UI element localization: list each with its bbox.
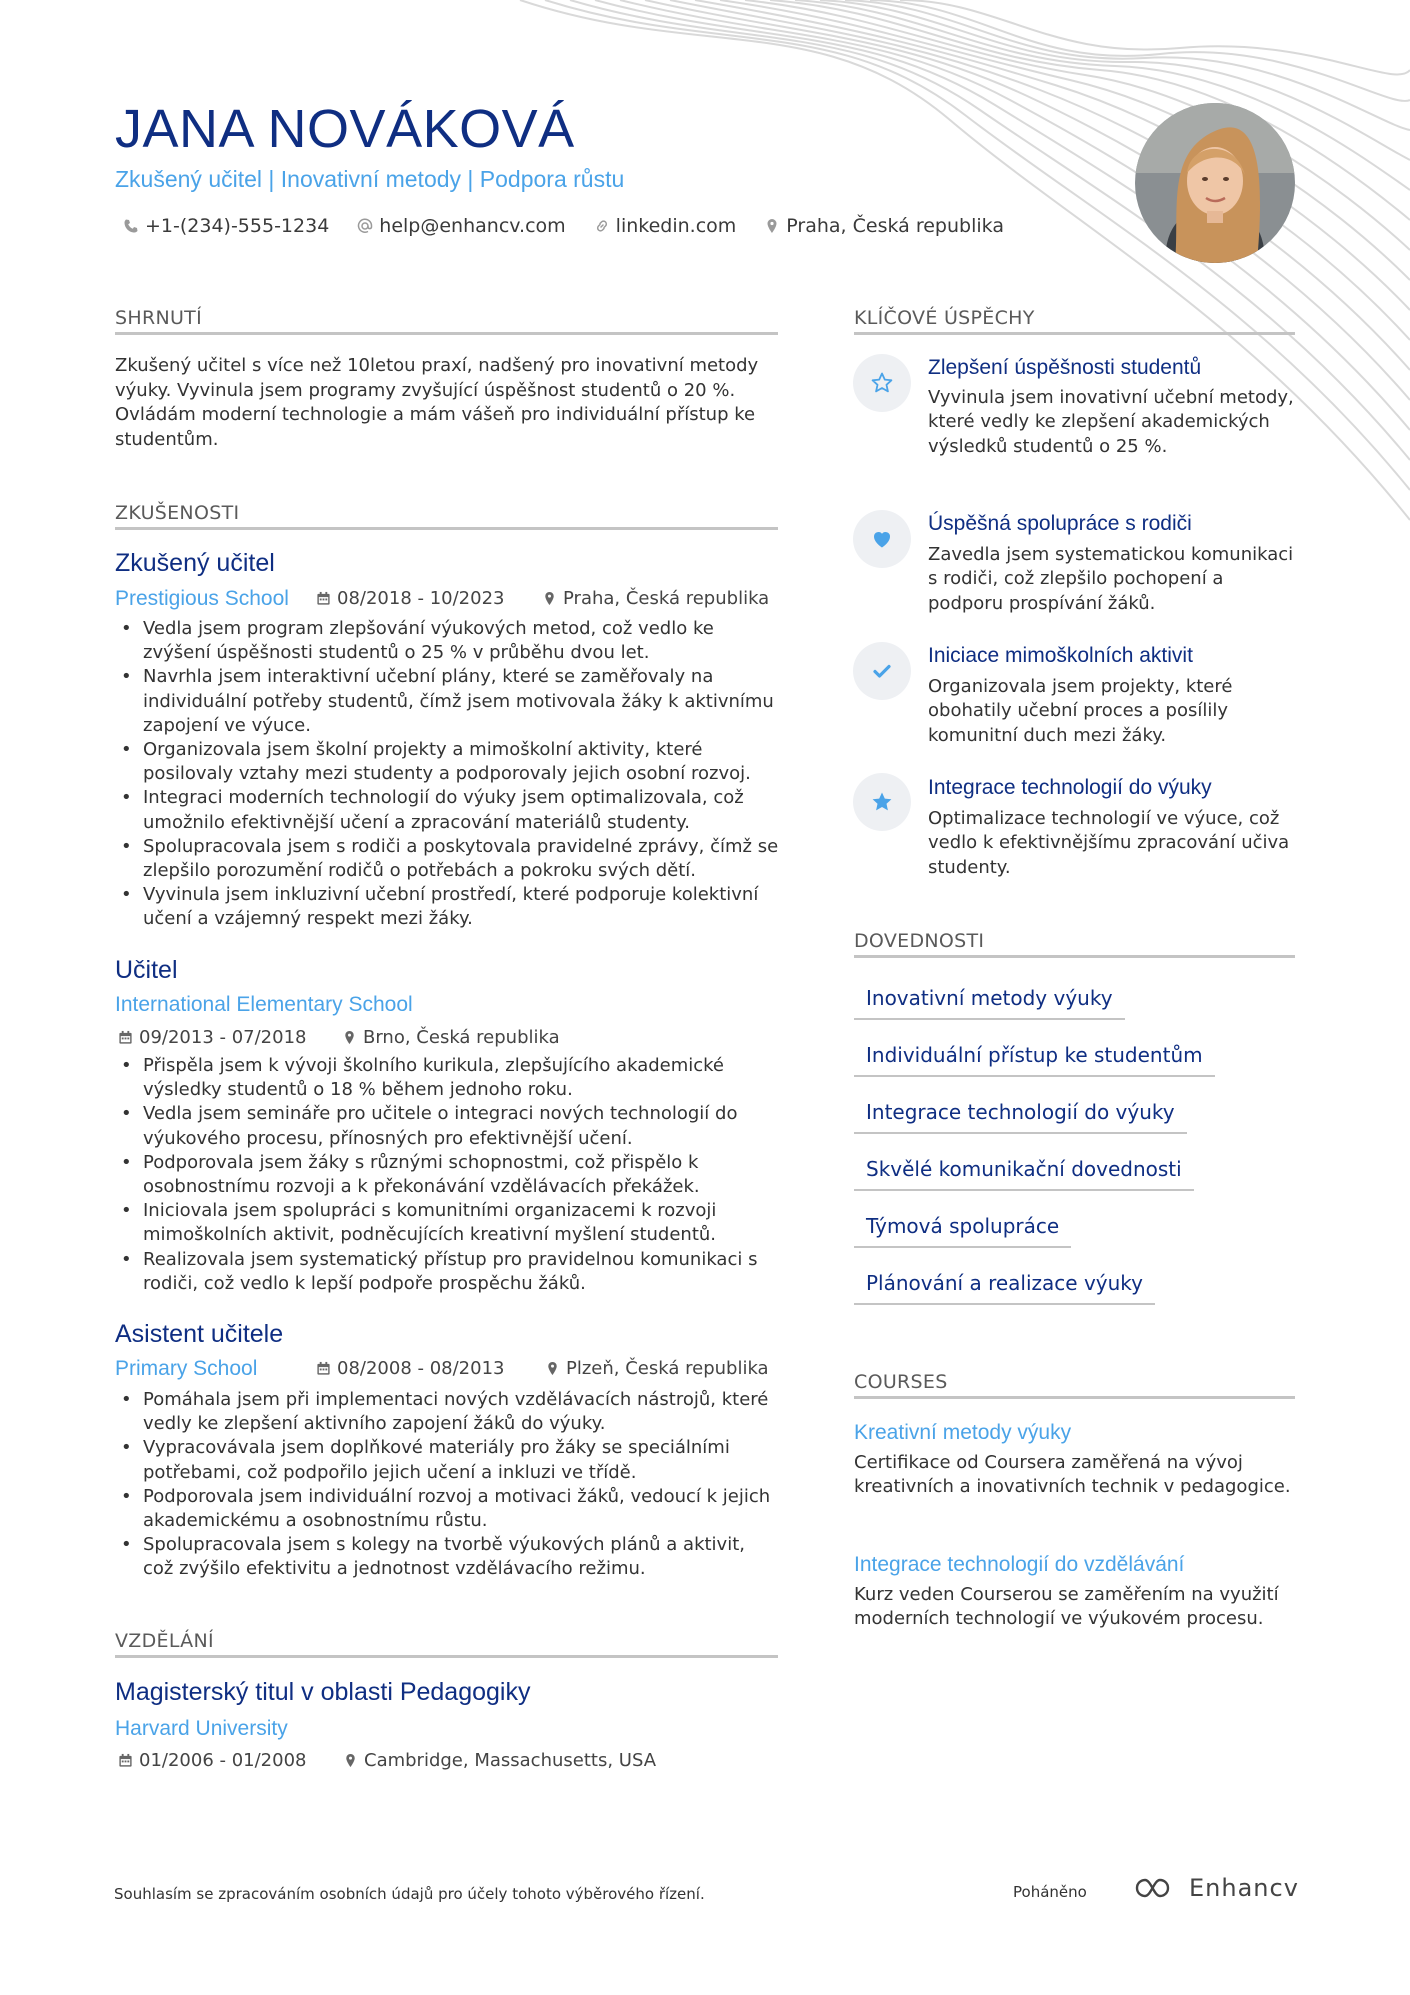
- job-bullet-list: [115, 1054, 780, 1296]
- education-location-text: Cambridge, Massachusetts, USA: [364, 1750, 657, 1771]
- job-bullet: • Vyvinula jsem inkluzivní učební prostředí, které podporuje kolektivní učení a vzájemný respekt mezi žáky.: [115, 883, 780, 931]
- skill-tag: Skvělé komunikační dovednosti: [854, 1157, 1194, 1191]
- job-dates-text: 08/2018 - 10/2023: [337, 588, 505, 609]
- phone-icon: [123, 218, 139, 234]
- star-filled-icon: [870, 790, 894, 814]
- experience-divider: [115, 527, 778, 530]
- summary-section-title: SHRNUTÍ: [115, 307, 202, 329]
- job-bullet-list: [115, 1388, 780, 1582]
- education-dates-text: 01/2006 - 01/2008: [139, 1750, 307, 1771]
- job-title: Zkušený učitel: [115, 549, 275, 577]
- job-bullet: • Realizovala jsem systematický přístup pro pravidelnou komunikaci s rodiči, což vedlo k lepší podpoře prospěchu žáků.: [115, 1248, 780, 1296]
- achievement-title: Úspěšná spolupráce s rodiči: [928, 512, 1192, 535]
- skill-tag: Individuální přístup ke studentům: [854, 1043, 1215, 1077]
- contact-phone[interactable]: [123, 215, 329, 237]
- job-bullet: • Podporovala jsem žáky s různými schopnostmi, což přispělo k osobnostnímu rozvoji a k překonávání vzdělávacích překážek.: [115, 1151, 780, 1199]
- course-title: Integrace technologií do vzdělávání: [854, 1553, 1185, 1576]
- job-bullet: • Organizovala jsem školní projekty a mimoškolní aktivity, které posilovaly vztahy mezi studenty a podporovaly jejich osobní rozvoj.: [115, 738, 780, 786]
- achievement-title: Zlepšení úspěšnosti studentů: [928, 356, 1202, 379]
- course-title: Kreativní metody výuky: [854, 1421, 1072, 1444]
- job-bullet: • Podporovala jsem individuální rozvoj a motivaci žáků, vedoucí k jejich akademickému a osobnostnímu růstu.: [115, 1485, 780, 1533]
- location-pin-icon: [542, 591, 557, 606]
- education-divider: [115, 1655, 778, 1658]
- achievement-desc: Zavedla jsem systematickou komunikaci s rodiči, což zlepšilo pochopení a podporu prospívání žáků.: [928, 544, 1294, 614]
- job-title: Asistent učitele: [115, 1320, 284, 1348]
- heart-icon: [870, 527, 894, 551]
- education-location: [343, 1750, 656, 1771]
- skills-divider: [854, 955, 1295, 958]
- achievements-divider: [854, 332, 1295, 335]
- job-bullet: • Pomáhala jsem při implementaci nových vzdělávacích nástrojů, které vedly ke zlepšení aktivního zapojení žáků do výuky.: [115, 1388, 780, 1436]
- checkmark-icon: [870, 659, 894, 683]
- job-location-text: Praha, Česká republika: [563, 588, 770, 609]
- experience-section-title: ZKUŠENOSTI: [115, 502, 240, 524]
- job-bullet: • Vedla jsem program zlepšování výukových metod, což vedlo ke zvýšení úspěšnosti studentů o 25 % v průběhu dvou let.: [115, 617, 780, 665]
- contact-phone-text: +1-(234)-555-1234: [145, 215, 330, 237]
- job-location: [545, 1358, 769, 1379]
- job-dates: [316, 588, 505, 609]
- job-dates-text: 08/2008 - 08/2013: [337, 1358, 505, 1379]
- achievement-title: Integrace technologií do výuky: [928, 776, 1212, 799]
- skill-tag: Integrace technologií do výuky: [854, 1100, 1187, 1134]
- contact-location-text: Praha, Česká republika: [786, 215, 1004, 237]
- job-location-text: Plzeň, Česká republika: [566, 1358, 769, 1379]
- education-degree: Magisterský titul v oblasti Pedagogiky: [115, 1678, 531, 1706]
- achievements-section-title: KLÍČOVÉ ÚSPĚCHY: [854, 307, 1035, 329]
- achievement-icon-wrap: [853, 510, 911, 568]
- courses-divider: [854, 1396, 1295, 1399]
- candidate-name: JANA NOVÁKOVÁ: [115, 99, 575, 159]
- contact-linkedin[interactable]: [594, 215, 737, 237]
- achievement-title: Iniciace mimoškolních aktivit: [928, 644, 1193, 667]
- calendar-icon: [316, 1361, 331, 1376]
- achievement-desc: Optimalizace technologií ve výuce, což vedlo k efektivnějšímu zpracování učiva studenty.: [928, 808, 1290, 878]
- job-bullet: • Vedla jsem semináře pro učitele o integraci nových technologií do výukového procesu, přínosných pro efektivnější učení.: [115, 1102, 780, 1150]
- link-icon: [594, 218, 610, 234]
- course-desc: Kurz veden Courserou se zaměřením na využití moderních technologií ve výukovém procesu.: [854, 1584, 1279, 1630]
- skill-tag: Inovativní metody výuky: [854, 986, 1125, 1020]
- job-bullet-list: [115, 617, 780, 932]
- profile-photo: [1135, 103, 1295, 263]
- job-location-text: Brno, Česká republika: [363, 1027, 560, 1048]
- summary-divider: [115, 332, 778, 335]
- skill-tag: Plánování a realizace výuky: [854, 1271, 1155, 1305]
- job-dates-text: 09/2013 - 07/2018: [139, 1027, 307, 1048]
- candidate-tagline: Zkušený učitel | Inovativní metody | Podpora růstu: [115, 166, 625, 192]
- job-location: [342, 1027, 560, 1048]
- contact-email[interactable]: [357, 215, 565, 237]
- job-bullet: • Integraci moderních technologií do výuky jsem optimalizovala, což umožnilo efektivnější učení a zpracování materiálů studenty.: [115, 786, 780, 834]
- education-section-title: VZDĚLÁNÍ: [115, 1630, 214, 1652]
- education-school: Harvard University: [115, 1717, 288, 1740]
- skills-section-title: DOVEDNOSTI: [854, 930, 985, 952]
- course-desc: Certifikace od Coursera zaměřená na vývoj kreativních a inovativních technik v pedagogice.: [854, 1452, 1291, 1498]
- location-pin-icon: [545, 1361, 560, 1376]
- job-dates: [118, 1027, 307, 1048]
- at-icon: [357, 218, 373, 234]
- location-pin-icon: [764, 218, 780, 234]
- job-location: [542, 588, 769, 609]
- calendar-icon: [118, 1030, 133, 1045]
- location-pin-icon: [342, 1030, 357, 1045]
- consent-note: Souhlasím se zpracováním osobních údajů pro účely tohoto výběrového řízení.: [114, 1885, 705, 1903]
- job-dates: [316, 1358, 505, 1379]
- contact-bar: [123, 215, 1004, 237]
- summary-text: Zkušený učitel s více než 10letou praxí, nadšený pro inovativní metody výuky. Vyvinula jsem programy zvyšující úspěšnost studentů o 20 %. Ovládám moderní technologie a mám vášeň pro individuální přístup ke studentům.: [115, 355, 759, 450]
- education-dates: [118, 1750, 307, 1771]
- job-bullet: • Iniciovala jsem spolupráci s komunitními organizacemi k rozvoji mimoškolních aktivit, podněcujících kreativní myšlení studentů.: [115, 1199, 780, 1247]
- job-bullet: • Spolupracovala jsem s rodiči a poskytovala pravidelné zprávy, čímž se zlepšilo porozumění rodičů o potřebách a pokroku svých dětí.: [115, 835, 780, 883]
- enhancv-brand[interactable]: [1133, 1874, 1299, 1902]
- job-company: Prestigious School: [115, 587, 289, 610]
- achievement-icon-wrap: [853, 773, 911, 831]
- brand-name: Enhancv: [1189, 1874, 1299, 1902]
- contact-location: [764, 215, 1004, 237]
- achievement-icon-wrap: [853, 642, 911, 700]
- job-bullet: • Spolupracovala jsem s kolegy na tvorbě výukových plánů a aktivit, což zvýšilo efektivitu a jednotnost vzdělávacího režimu.: [115, 1533, 780, 1581]
- courses-section-title: COURSES: [854, 1371, 948, 1393]
- skill-tag: Týmová spolupráce: [854, 1214, 1071, 1248]
- calendar-icon: [118, 1753, 133, 1768]
- contact-linkedin-text: linkedin.com: [615, 215, 737, 237]
- achievement-desc: Organizovala jsem projekty, které obohatily učební proces a posílily komunitní duch mezi žáky.: [928, 676, 1233, 746]
- location-pin-icon: [343, 1753, 358, 1768]
- job-company: Primary School: [115, 1357, 258, 1380]
- calendar-icon: [316, 591, 331, 606]
- achievement-icon-wrap: [853, 354, 911, 412]
- job-title: Učitel: [115, 956, 178, 984]
- contact-email-text: help@enhancv.com: [379, 215, 566, 237]
- job-bullet: • Přispěla jsem k vývoji školního kurikula, zlepšujícího akademické výsledky studentů o 18 % během jednoho roku.: [115, 1054, 780, 1102]
- enhancv-logo-icon: [1133, 1875, 1179, 1901]
- profile-portrait-illustration: [1135, 103, 1295, 263]
- job-bullet: • Vypracovávala jsem doplňkové materiály pro žáky se speciálními potřebami, což podpořilo jejich učení a inkluzi ve třídě.: [115, 1436, 780, 1484]
- star-outline-icon: [870, 371, 894, 395]
- powered-by-label: Poháněno: [1013, 1883, 1087, 1901]
- job-company: International Elementary School: [115, 993, 413, 1016]
- job-bullet: • Navrhla jsem interaktivní učební plány, které se zaměřovaly na individuální potřeby studentů, čímž jsem motivovala žáky k aktivnímu zapojení ve výuce.: [115, 665, 780, 738]
- achievement-desc: Vyvinula jsem inovativní učební metody, které vedly ke zlepšení akademických výsledků studentů o 25 %.: [928, 387, 1294, 457]
